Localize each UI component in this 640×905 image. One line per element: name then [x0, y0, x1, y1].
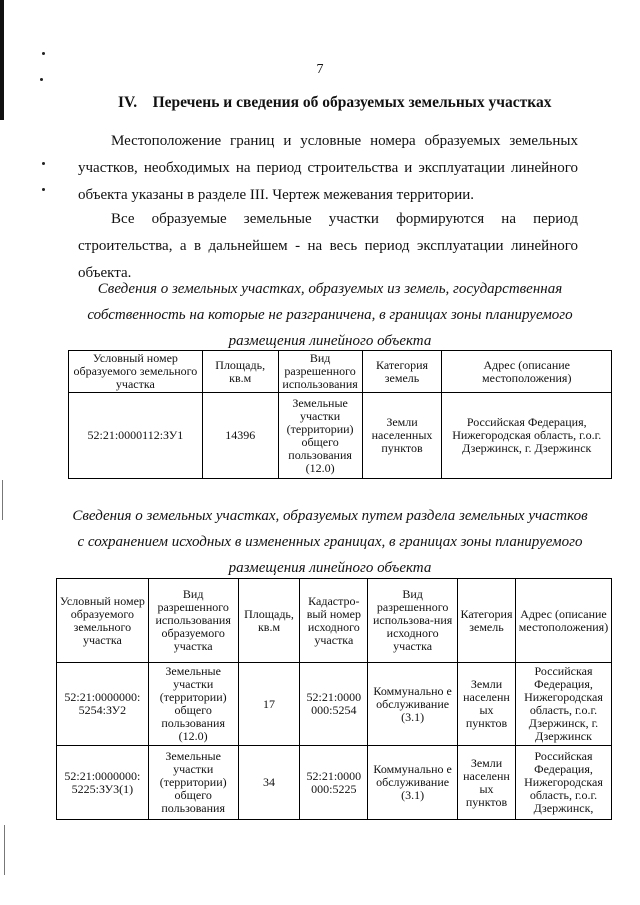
scan-dot — [42, 162, 45, 165]
table-cell: Земли населенн ых пунктов — [458, 663, 516, 746]
table2-caption: Сведения о земельных участках, образуемых путем раздела земельных участков с сохранением исходных в измененных границах, в границах зоны планируемого размещения линейного объекта — [72, 508, 588, 576]
table1-header-cell: Категория земель — [362, 351, 442, 393]
table-row — [57, 663, 612, 746]
table-cell: Российская Федерация, Нижегородская область, г.о.г. Дзержинск, г. Дзержинск — [515, 663, 611, 746]
table-row — [57, 746, 612, 820]
table1-caption: Сведения о земельных участках, образуемых из земель, государственная собственность на которые не разграничена, в границах зоны планируемого размещения линейного объекта — [87, 281, 573, 349]
table-cell: Коммунально е обслуживание (3.1) — [368, 746, 458, 820]
table1-header-cell: Вид разрешенного использования — [278, 351, 362, 393]
scan-line — [2, 480, 3, 520]
table-row — [69, 393, 612, 479]
paragraph-locations: Местоположение границ и условные номера образуемых земельных участков, необходимых на период строительства и эксплуатации линейного объекта указаны в разделе III. Чертеж межевания территории. — [78, 133, 578, 203]
table-cell: Земельные участки (территории) общего пользования — [148, 746, 238, 820]
scan-dot — [42, 188, 45, 191]
table-cell: Земли населенных пунктов — [362, 393, 442, 479]
scan-dot — [40, 78, 43, 81]
table-cell: Российская Федерация, Нижегородская область, г.о.г. Дзержинск, г. Дзержинск — [442, 393, 612, 479]
table1 — [68, 350, 612, 479]
table2-header-cell: Условный номер образуемого земельного участка — [57, 579, 149, 663]
table-cell: 52:21:0000 000:5254 — [300, 663, 368, 746]
table-cell: 52:21:0000112:ЗУ1 — [69, 393, 203, 479]
table2-header-cell: Вид разрешенного использова-ния исходного участка — [368, 579, 458, 663]
table-cell: Коммунально е обслуживание (3.1) — [368, 663, 458, 746]
table2-header-cell: Вид разрешенного использования образуемого участка — [148, 579, 238, 663]
table1-header-cell: Площадь, кв.м — [202, 351, 278, 393]
table-cell: Земли населенн ых пунктов — [458, 746, 516, 820]
section-heading — [118, 94, 551, 112]
section-title: Перечень и сведения об образуемых земельных участках — [152, 94, 552, 111]
table-cell: 14396 — [202, 393, 278, 479]
scan-line — [4, 825, 5, 875]
table2-header-cell: Площадь, кв.м — [238, 579, 300, 663]
table1-header-cell: Адрес (описание местоположения) — [442, 351, 612, 393]
table1-header-cell: Условный номер образуемого земельного участка — [69, 351, 203, 393]
table-cell: 34 — [238, 746, 300, 820]
page-number: 7 — [316, 62, 324, 77]
table1-header-row — [69, 351, 612, 393]
table-cell: 52:21:0000000: 5225:ЗУ3(1) — [57, 746, 149, 820]
table-cell: Российская Федерация, Нижегородская область, г.о.г. Дзержинск, — [515, 746, 611, 820]
scan-dot — [42, 52, 45, 55]
table-cell: 17 — [238, 663, 300, 746]
table-cell: 52:21:0000 000:5225 — [300, 746, 368, 820]
scan-edge-shadow — [0, 0, 4, 120]
table2-header-row — [57, 579, 612, 663]
paragraph-formation: Все образуемые земельные участки формируются на период строительства, а в дальнейшем - на весь период эксплуатации линейного объекта. — [78, 211, 578, 281]
table2-header-cell: Адрес (описание местоположения) — [515, 579, 611, 663]
table-cell: Земельные участки (территории) общего пользования (12.0) — [278, 393, 362, 479]
section-number: IV. — [118, 94, 138, 111]
table-cell: 52:21:0000000: 5254:ЗУ2 — [57, 663, 149, 746]
table2-header-cell: Категория земель — [458, 579, 516, 663]
table-cell: Земельные участки (территории) общего пользования (12.0) — [148, 663, 238, 746]
table2 — [56, 578, 612, 820]
table2-header-cell: Кадастро-вый номер исходного участка — [300, 579, 368, 663]
